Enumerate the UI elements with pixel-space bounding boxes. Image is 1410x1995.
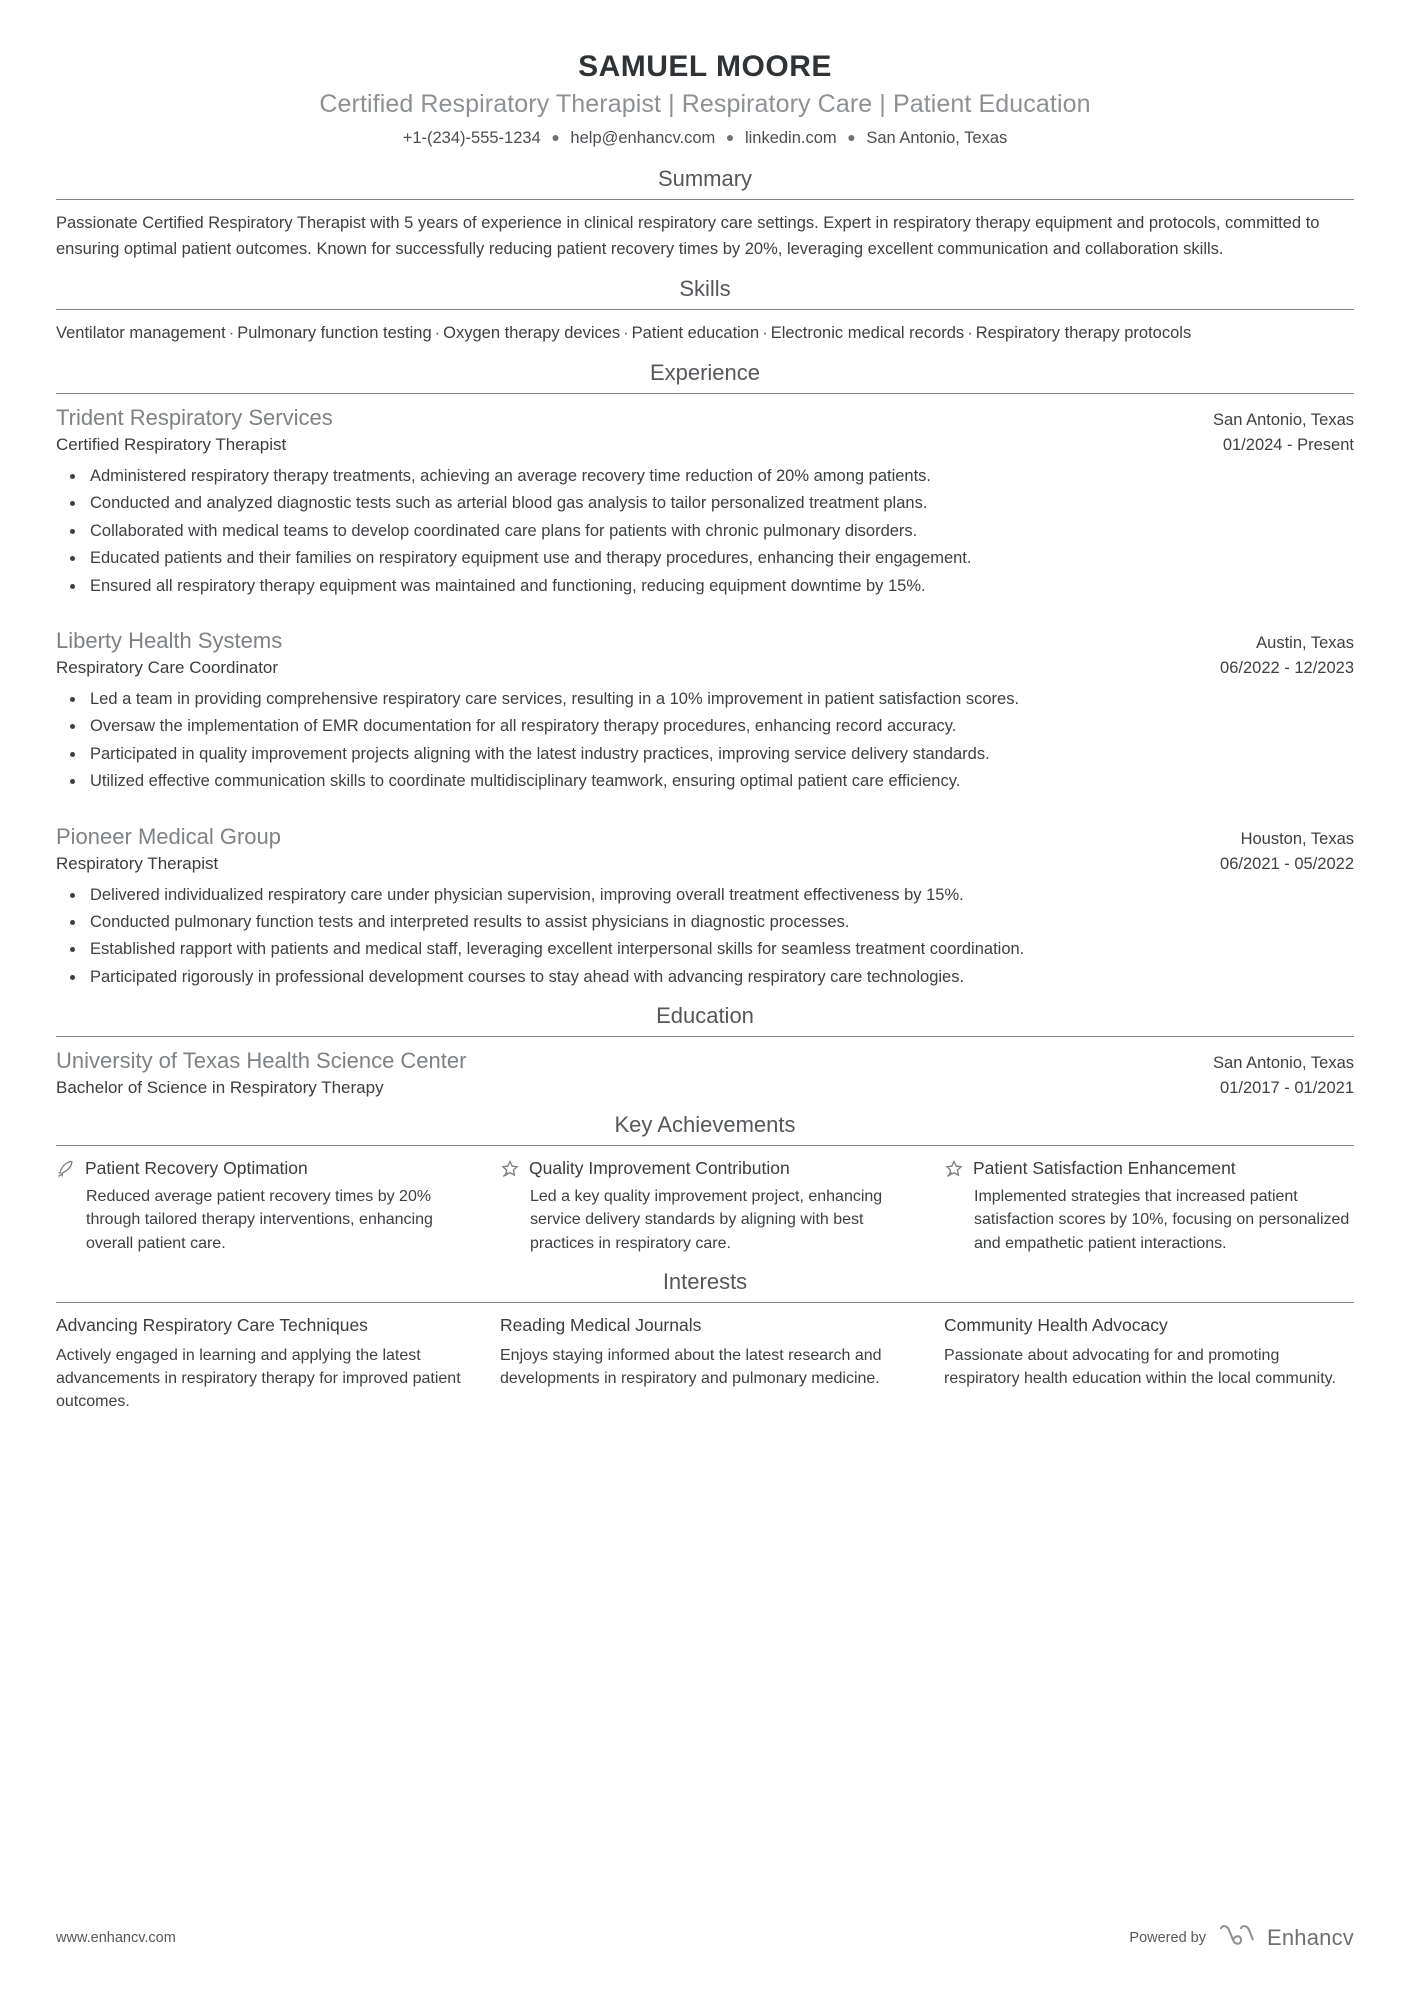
- job-bullet-list: [56, 687, 1354, 794]
- separator-dot: ●: [551, 129, 560, 145]
- interest-item: [500, 1314, 944, 1414]
- achievement-description: Led a key quality improvement project, enhancing service delivery standards by aligning with best practices in respiratory care.: [530, 1188, 883, 1252]
- achievement-columns: [56, 1157, 1354, 1255]
- school-location: San Antonio, Texas: [1213, 1054, 1354, 1073]
- contact-line: [56, 129, 1354, 148]
- experience-entry-header: [56, 405, 1354, 431]
- achievement-header: [56, 1157, 466, 1179]
- experience-entry: [56, 628, 1354, 794]
- interest-description: Enjoys staying informed about the latest research and developments in respiratory and pulmonary medicine.: [500, 1346, 882, 1387]
- education-entry: [56, 1048, 1354, 1098]
- job-bullet: • Delivered individualized respiratory care under physician supervision, improving overall treatment effectiveness by 15%.: [86, 883, 1354, 907]
- employer-location: Houston, Texas: [1240, 829, 1354, 848]
- entry-spacer: [56, 606, 1354, 628]
- interest-title: Reading Medical Journals: [500, 1314, 702, 1335]
- skill-separator: ·: [623, 324, 629, 343]
- interest-description: Passionate about advocating for and promoting respiratory health education within the local community.: [944, 1346, 1336, 1387]
- employer-location: San Antonio, Texas: [1213, 410, 1354, 429]
- experience-entry-subheader: [56, 654, 1354, 678]
- skill-separator: ·: [762, 324, 768, 343]
- degree-dates: 01/2017 - 01/2021: [1220, 1079, 1354, 1098]
- experience-entry-subheader: [56, 850, 1354, 874]
- achievement-item: [56, 1157, 500, 1255]
- experience-entry-header: [56, 628, 1354, 654]
- summary-text: Passionate Certified Respiratory Therapist with 5 years of experience in clinical respiratory care settings. Expert in respiratory therapy equipment and protocols, committed to ensuring optimal patient outcomes. Known for successfully reducing patient recovery times by 20%, leveraging excellent communication and collaboration skills.: [56, 214, 1320, 258]
- interest-title: Community Health Advocacy: [944, 1314, 1168, 1335]
- section-divider: [56, 1036, 1354, 1037]
- education-entry-header: [56, 1048, 1354, 1074]
- experience-entries: [56, 405, 1354, 989]
- rocket-icon: [56, 1157, 76, 1179]
- job-bullet: • Educated patients and their families on respiratory equipment use and therapy procedures, enhancing their engagement.: [86, 546, 1354, 570]
- achievement-item: [500, 1157, 944, 1255]
- section-divider: [56, 309, 1354, 310]
- achievement-title: Quality Improvement Contribution: [529, 1158, 790, 1179]
- skill-item: Electronic medical records: [770, 324, 965, 343]
- star-icon: [944, 1157, 964, 1179]
- job-bullet: • Participated rigorously in professional development courses to stay ahead with advancing respiratory care technologies.: [86, 965, 1354, 989]
- resume-header: [56, 50, 1354, 148]
- employer-location: Austin, Texas: [1256, 633, 1354, 652]
- job-dates: 01/2024 - Present: [1222, 435, 1354, 454]
- achievement-title: Patient Satisfaction Enhancement: [973, 1158, 1236, 1179]
- brand-logo: [1218, 1923, 1354, 1953]
- section-title-interests: Interests: [662, 1268, 748, 1294]
- section-divider: [56, 1145, 1354, 1146]
- job-bullet: • Collaborated with medical teams to develop coordinated care plans for patients with chronic pulmonary disorders.: [86, 519, 1354, 543]
- experience-entry: [56, 824, 1354, 990]
- separator-dot: ●: [847, 129, 856, 145]
- job-bullet: • Conducted pulmonary function tests and interpreted results to assist physicians in diagnostic processes.: [86, 910, 1354, 934]
- education-entries: [56, 1048, 1354, 1098]
- employer-name: Trident Respiratory Services: [56, 404, 333, 430]
- skill-item: Respiratory therapy protocols: [975, 324, 1192, 343]
- skill-item: Oxygen therapy devices: [443, 324, 621, 343]
- enhancv-logo-icon: [1218, 1923, 1258, 1953]
- section-divider: [56, 393, 1354, 394]
- experience-entry-subheader: [56, 431, 1354, 455]
- candidate-headline: Certified Respiratory Therapist | Respiratory Care | Patient Education: [319, 90, 1091, 118]
- page-footer: [56, 1923, 1354, 1953]
- contact-location: San Antonio, Texas: [866, 129, 1008, 147]
- separator-dot: ●: [725, 129, 735, 145]
- job-title: Respiratory Care Coordinator: [56, 657, 279, 677]
- brand-name: Enhancv: [1266, 1925, 1354, 1950]
- job-bullet: • Ensured all respiratory therapy equipment was maintained and functioning, reducing equipment downtime by 15%.: [86, 574, 1354, 598]
- job-bullet-list: [56, 883, 1354, 990]
- skill-separator: ·: [967, 324, 973, 343]
- interest-item: [944, 1314, 1354, 1414]
- footer-website[interactable]: www.enhancv.com: [56, 1930, 176, 1946]
- degree-name: Bachelor of Science in Respiratory Therapy: [56, 1078, 384, 1098]
- contact-phone: +1-(234)-555-1234: [402, 129, 541, 147]
- skill-separator: ·: [434, 324, 441, 343]
- skill-separator: ·: [228, 324, 235, 343]
- job-bullet: • Established rapport with patients and medical staff, leveraging excellent interpersonal skills for seamless treatment coordination.: [86, 937, 1354, 961]
- interest-item: [56, 1314, 500, 1414]
- job-title: Certified Respiratory Therapist: [56, 434, 287, 454]
- powered-by-label: Powered by: [1129, 1930, 1206, 1946]
- achievement-header: [500, 1157, 910, 1179]
- achievement-description: Reduced average patient recovery times by 20% through tailored therapy interventions, enhancing overall patient care.: [86, 1188, 433, 1252]
- job-dates: 06/2022 - 12/2023: [1220, 658, 1354, 677]
- section-divider: [56, 199, 1354, 200]
- achievement-item: [944, 1157, 1354, 1255]
- job-dates: 06/2021 - 05/2022: [1220, 854, 1354, 873]
- employer-name: Liberty Health Systems: [56, 627, 283, 653]
- section-education: [56, 1003, 1354, 1098]
- employer-name: Pioneer Medical Group: [56, 823, 282, 849]
- section-title-education: Education: [656, 1003, 754, 1029]
- contact-email[interactable]: help@enhancv.com: [570, 129, 716, 147]
- job-bullet: • Oversaw the implementation of EMR documentation for all respiratory therapy procedures, enhancing record accuracy.: [86, 714, 1354, 738]
- job-bullet: • Led a team in providing comprehensive respiratory care services, resulting in a 10% improvement in patient satisfaction scores.: [86, 687, 1354, 711]
- job-bullet-list: [56, 464, 1354, 598]
- interest-title: Advancing Respiratory Care Techniques: [56, 1314, 368, 1335]
- section-achievements: [56, 1112, 1354, 1255]
- footer-branding: [1129, 1923, 1354, 1953]
- achievement-header: [944, 1157, 1354, 1179]
- section-summary: [56, 166, 1354, 262]
- job-bullet: • Participated in quality improvement projects aligning with the latest industry practices, improving service delivery standards.: [86, 742, 1354, 766]
- section-title-experience: Experience: [649, 359, 761, 385]
- section-title-achievements: Key Achievements: [614, 1112, 796, 1138]
- contact-linkedin[interactable]: linkedin.com: [744, 129, 837, 147]
- section-skills: [56, 276, 1354, 346]
- experience-entry: [56, 405, 1354, 598]
- school-name: University of Texas Health Science Center: [56, 1048, 467, 1074]
- job-bullet: • Administered respiratory therapy treatments, achieving an average recovery time reduction of 20% among patients.: [86, 464, 1354, 488]
- candidate-name: SAMUEL MOORE: [578, 50, 832, 83]
- job-bullet: • Utilized effective communication skills to coordinate multidisciplinary teamwork, ensuring optimal patient care efficiency.: [86, 769, 1354, 793]
- skill-item: Ventilator management: [56, 324, 226, 343]
- entry-spacer: [56, 802, 1354, 824]
- achievement-description: Implemented strategies that increased patient satisfaction scores by 10%, focusing on personalized and empathetic patient interactions.: [974, 1188, 1350, 1252]
- section-title-summary: Summary: [657, 166, 753, 191]
- section-interests: [56, 1269, 1354, 1414]
- star-icon: [500, 1157, 520, 1179]
- interest-columns: [56, 1314, 1354, 1414]
- section-title-skills: Skills: [679, 276, 731, 302]
- skill-item: Pulmonary function testing: [237, 324, 432, 343]
- education-entry-subheader: [56, 1074, 1354, 1098]
- interest-description: Actively engaged in learning and applying the latest advancements in respiratory therapy for improved patient outcomes.: [56, 1346, 461, 1411]
- skill-item: Patient education: [631, 324, 760, 343]
- achievement-title: Patient Recovery Optimation: [85, 1158, 308, 1179]
- job-title: Respiratory Therapist: [56, 853, 219, 873]
- section-divider: [56, 1302, 1354, 1303]
- section-experience: [56, 360, 1354, 989]
- job-bullet: • Conducted and analyzed diagnostic tests such as arterial blood gas analysis to tailor personalized treatment plans.: [86, 491, 1354, 515]
- experience-entry-header: [56, 824, 1354, 850]
- skills-list: [56, 321, 1354, 346]
